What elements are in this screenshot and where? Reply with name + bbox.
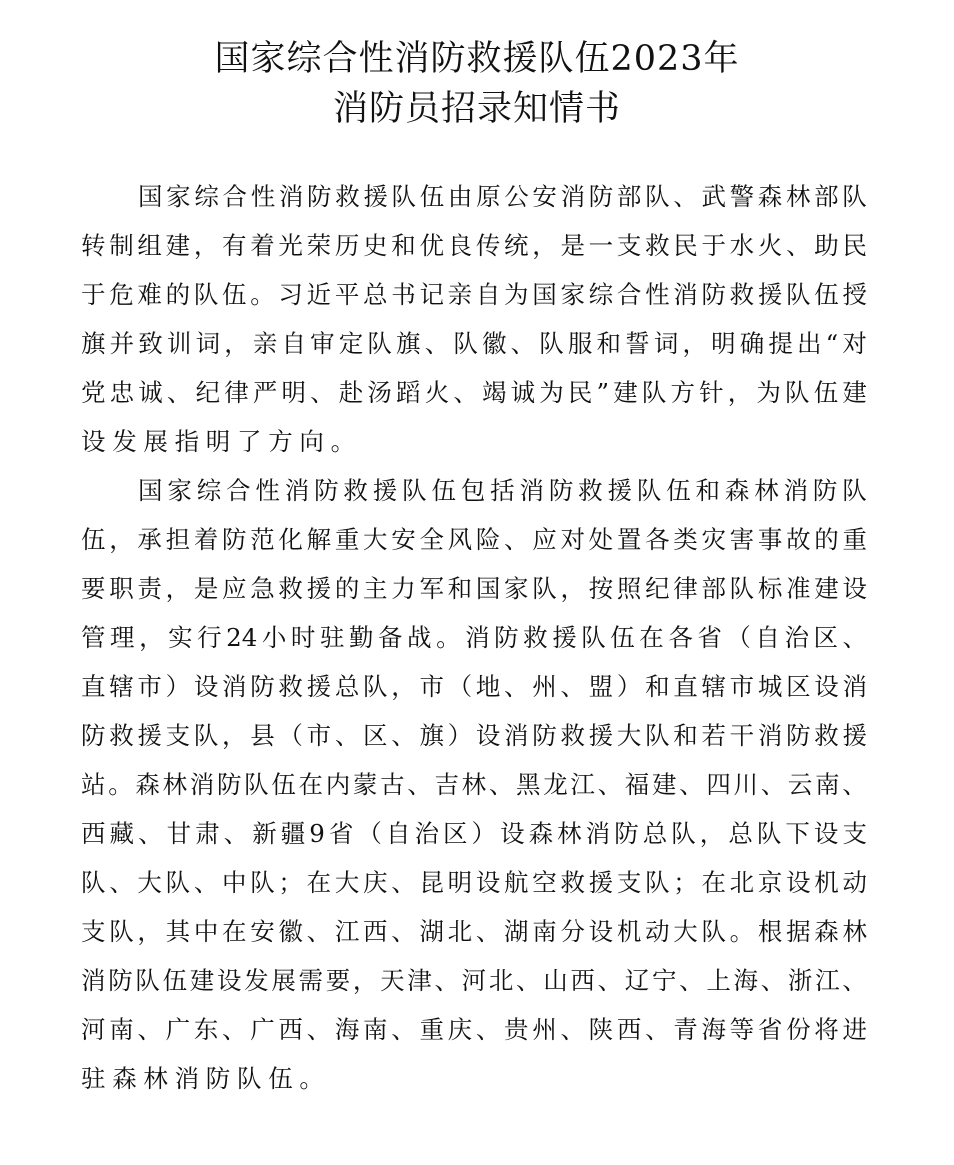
text-line: 西 藏 、 甘 肃 、 新 疆 9 省 （ 自 治 区 ） 设 森 林 消 防 总 队 ， 总 队 下 设 支 — [81, 819, 867, 848]
text-line: 设发展指明了方向。 — [81, 427, 362, 456]
text-line: 防 救 援 支 队 ， 县 （ 市 、 区 、 旗 ） 设 消 防 救 援 大 队 和 若 干 消 防 救 援 — [81, 721, 867, 750]
document-title — [0, 34, 954, 134]
text-line: 于 危 难 的 队 伍 。 习 近 平 总 书 记 亲 自 为 国 家 综 合 性 消 防 救 援 队 伍 授 — [81, 280, 867, 309]
title-line-2: 消防员招录知情书 — [332, 89, 621, 129]
text-line: 国 家 综 合 性 消 防 救 援 队 伍 由 原 公 安 消 防 部 队 、 武 警 森 林 部 队 — [138, 182, 867, 211]
text-line: 直 辖 市 ） 设 消 防 救 援 总 队 ， 市 （ 地 、 州 、 盟 ） 和 直 辖 市 城 区 设 消 — [81, 672, 867, 701]
text-line: 管 理 ， 实 行 24 小 时 驻 勤 备 战 。 消 防 救 援 队 伍 在 各 省 （ 自 治 区 、 — [81, 623, 867, 652]
text-line: 伍 ， 承 担 着 防 范 化 解 重 大 安 全 风 险 、 应 对 处 置 各 类 灾 害 事 故 的 重 — [81, 525, 867, 554]
paragraph-1 — [81, 172, 867, 466]
text-line: 驻森林消防队伍。 — [81, 1064, 331, 1093]
text-line: 旗 并 致 训 词 ， 亲 自 审 定 队 旗 、 队 徽 、 队 服 和 誓 词 ， 明 确 提 出 “ 对 — [81, 329, 867, 358]
text-line: 国 家 综 合 性 消 防 救 援 队 伍 包 括 消 防 救 援 队 伍 和 森 林 消 防 队 — [138, 476, 867, 505]
text-line: 转 制 组 建 ， 有 着 光 荣 历 史 和 优 良 传 统 ， 是 一 支 救 民 于 水 火 、 助 民 — [81, 231, 867, 260]
title-line-1: 国家综合性消防救援队伍2023年 — [214, 39, 740, 79]
document-body — [81, 172, 867, 1103]
text-line: 消 防 队 伍 建 设 发 展 需 要 ， 天 津 、 河 北 、 山 西 、 辽 宁 、 上 海 、 浙 江 、 — [81, 966, 867, 995]
text-line: 党 忠 诚 、 纪 律 严 明 、 赴 汤 蹈 火 、 竭 诚 为 民 ” 建 队 方 针 ， 为 队 伍 建 — [81, 378, 867, 407]
text-line: 要 职 责 ， 是 应 急 救 援 的 主 力 军 和 国 家 队 ， 按 照 纪 律 部 队 标 准 建 设 — [81, 574, 867, 603]
paragraph-2 — [81, 466, 867, 1103]
text-line: 河 南 、 广 东 、 广 西 、 海 南 、 重 庆 、 贵 州 、 陕 西 、 青 海 等 省 份 将 进 — [81, 1015, 867, 1044]
text-line: 队 、 大 队 、 中 队 ； 在 大 庆 、 昆 明 设 航 空 救 援 支 队 ； 在 北 京 设 机 动 — [81, 868, 867, 897]
text-line: 站 。 森 林 消 防 队 伍 在 内 蒙 古 、 吉 林 、 黑 龙 江 、 福 建 、 四 川 、 云 南 、 — [81, 770, 867, 799]
text-line: 支 队 ， 其 中 在 安 徽 、 江 西 、 湖 北 、 湖 南 分 设 机 动 大 队 。 根 据 森 林 — [81, 917, 867, 946]
